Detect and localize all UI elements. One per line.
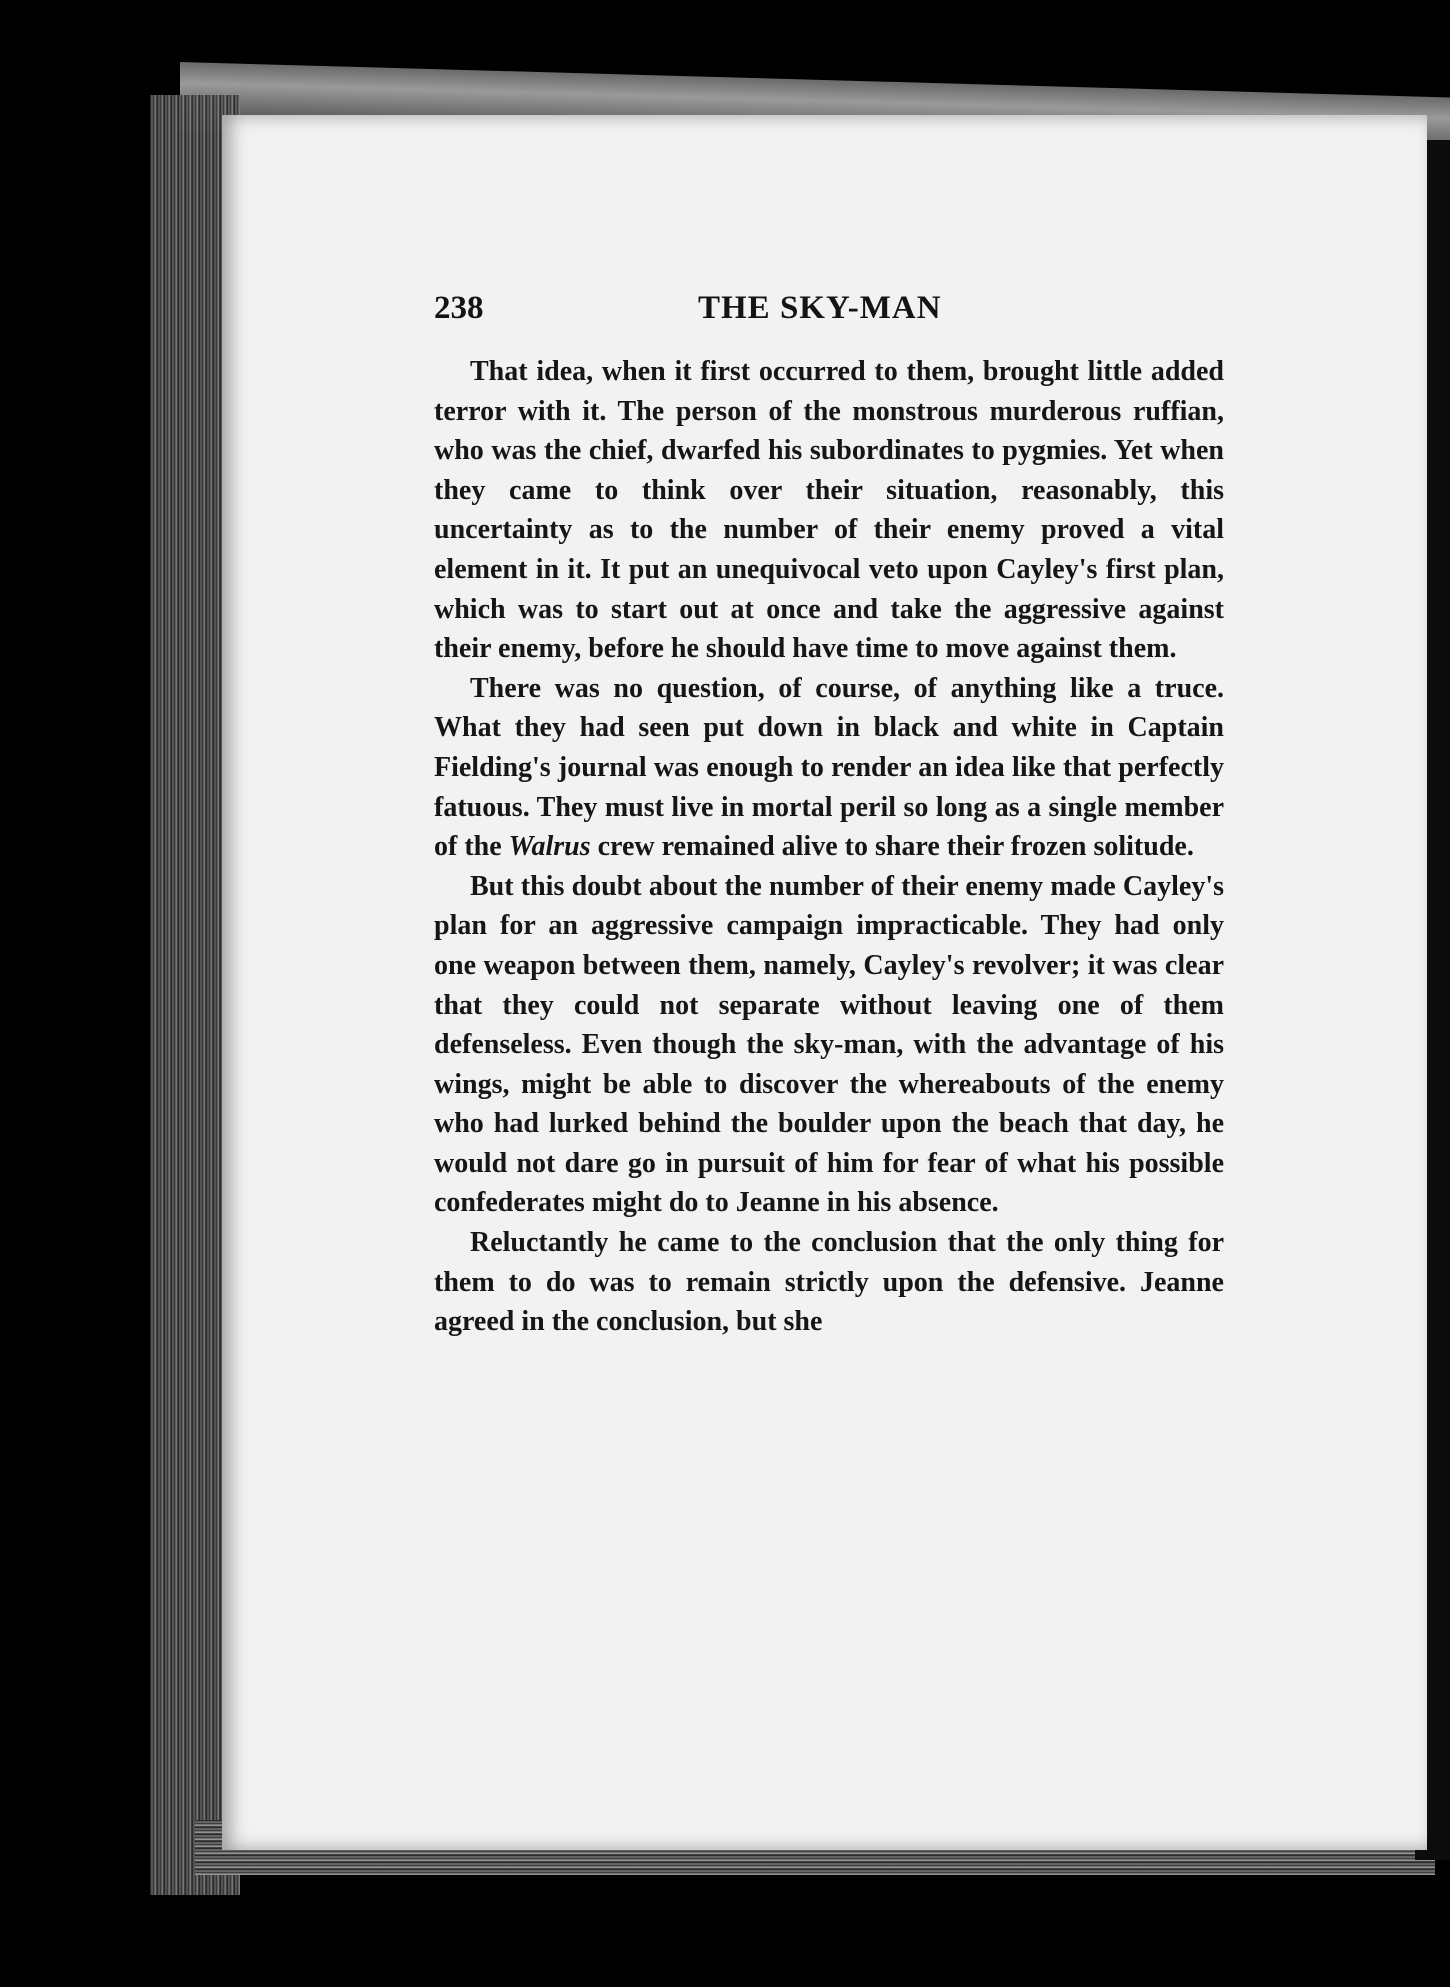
paragraph-1: That idea, when it first occurred to them, brought little added terror with it. The person of the monstrous murderous ruffian, who was the chief, dwarfed his subordinates to pygmies. Yet when they came to think over their situation, reasonably, this uncertainty as to the number of their enemy proved a vital element in it. It put an unequivocal veto upon Cayley's first plan, which was to start out at once and take the aggressive against their enemy, before he should have time to move against them.	[434, 356, 1224, 665]
body-text	[434, 352, 1224, 1342]
paragraph-2-before: There was no question, of course, of anything like a truce. What they had seen put down in black and white in Captain Fielding's journal was enough to render an idea like that perfectly fatuous. They must live in mortal peril so long as a single member of the	[434, 672, 1224, 863]
paragraph-2	[434, 669, 1224, 867]
page-number: 238	[434, 290, 484, 326]
paragraph-4: Reluctantly he came to the conclusion that the only thing for them to do was to remain strictly upon the defensive. Jeanne agreed in the conclusion, but she	[434, 1227, 1224, 1338]
ship-name: Walrus	[508, 831, 591, 863]
running-title: THE SKY-MAN	[698, 290, 942, 326]
paragraph-2-after: crew remained alive to share their frozen solitude.	[590, 831, 1194, 863]
paragraph-3: But this doubt about the number of their enemy made Cayley's plan for an aggressive campaign impracticable. They had only one weapon between them, namely, Cayley's revolver; it was clear that they could not separate without leaving one of them defenseless. Even though the sky-man, with the advantage of his wings, might be able to discover the whereabouts of the enemy who had lurked behind the boulder upon the beach that day, he would not dare go in pursuit of him for fear of what his possible confederates might do to Jeanne in his absence.	[434, 870, 1224, 1219]
page-header	[434, 290, 994, 340]
